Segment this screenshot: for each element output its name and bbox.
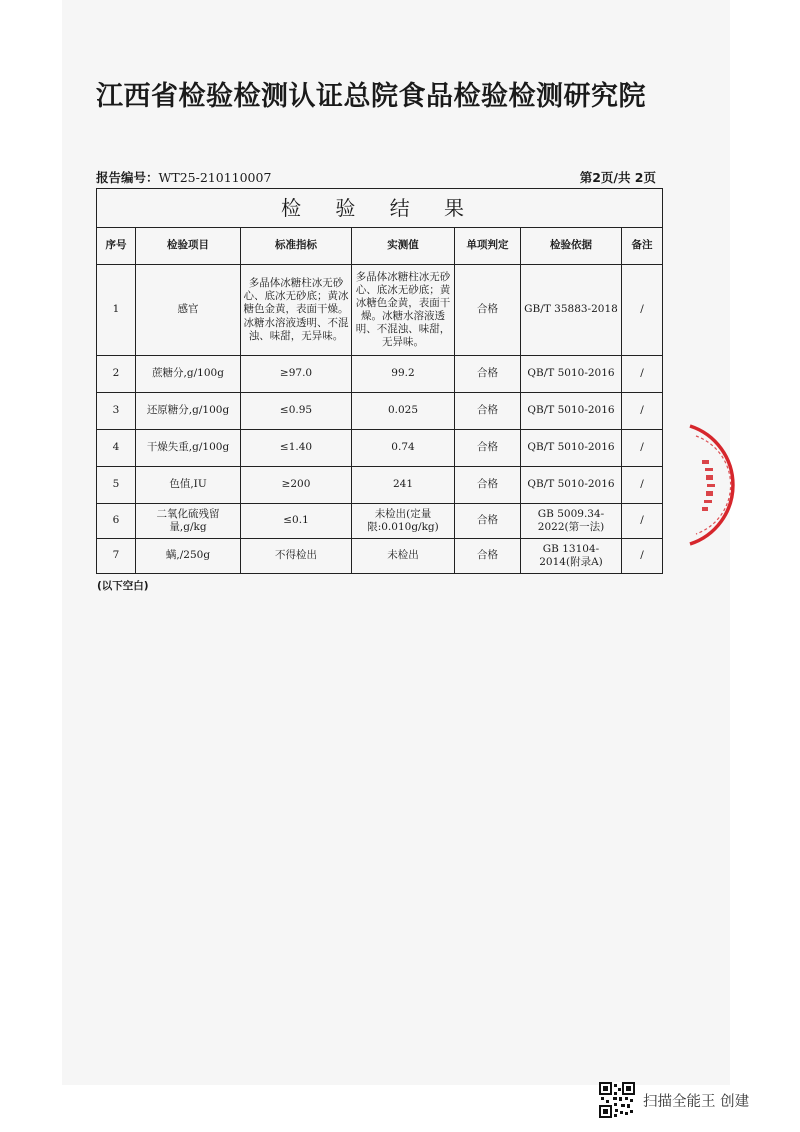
cell-measured: 0.025 — [352, 393, 455, 430]
report-number-value: WT25-210110007 — [158, 170, 272, 185]
cell-remark: / — [622, 539, 663, 574]
header-no: 序号 — [97, 228, 136, 265]
header-method: 检验依据 — [521, 228, 622, 265]
cell-item: 螨,/250g — [136, 539, 241, 574]
cell-no: 6 — [97, 504, 136, 539]
cell-measured: 未检出(定量限:0.010g/kg) — [352, 504, 455, 539]
cell-no: 1 — [97, 265, 136, 356]
cell-remark: / — [622, 504, 663, 539]
cell-remark: / — [622, 393, 663, 430]
qr-code-icon — [599, 1082, 635, 1118]
cell-method: QB/T 5010-2016 — [521, 356, 622, 393]
table-row — [97, 265, 663, 356]
table-title-row — [97, 189, 663, 228]
cell-item: 感官 — [136, 265, 241, 356]
cell-remark: / — [622, 265, 663, 356]
cell-verdict: 合格 — [455, 467, 521, 504]
cell-measured: 241 — [352, 467, 455, 504]
cell-verdict: 合格 — [455, 430, 521, 467]
cell-remark: / — [622, 467, 663, 504]
cell-standard: 不得检出 — [241, 539, 352, 574]
blank-below-note: (以下空白) — [97, 580, 149, 592]
page-indicator: 第2页/共 2页 — [579, 170, 656, 185]
cell-measured: 未检出 — [352, 539, 455, 574]
report-number-label: 报告编号： — [96, 170, 159, 185]
cell-item: 色值,IU — [136, 467, 241, 504]
header-standard: 标准指标 — [241, 228, 352, 265]
cell-standard: ≥200 — [241, 467, 352, 504]
cell-item: 蔗糖分,g/100g — [136, 356, 241, 393]
cell-item: 二氧化硫残留量,g/kg — [136, 504, 241, 539]
cell-measured: 99.2 — [352, 356, 455, 393]
cell-verdict: 合格 — [455, 356, 521, 393]
cell-no: 2 — [97, 356, 136, 393]
table-row — [97, 356, 663, 393]
header-measured: 实测值 — [352, 228, 455, 265]
cell-measured: 多晶体冰糖柱冰无砂心、底冰无砂底；黄冰糖色金黄，表面干燥。冰糖水溶液透明、不混浊、味甜，无异味。 — [352, 265, 455, 356]
cell-no: 3 — [97, 393, 136, 430]
cell-verdict: 合格 — [455, 504, 521, 539]
table-title: 检 验 结 果 — [97, 189, 663, 228]
cell-verdict: 合格 — [455, 393, 521, 430]
institute-title: 江西省检验检测认证总院食品检验检测研究院 — [96, 81, 646, 112]
table-header-row — [97, 228, 663, 265]
table-row — [97, 539, 663, 574]
results-table — [96, 188, 663, 574]
cell-standard: 多晶体冰糖柱冰无砂心、底冰无砂底；黄冰糖色金黄，表面干燥。冰糖水溶液透明、不混浊、味甜，无异味。 — [241, 265, 352, 356]
table-row — [97, 504, 663, 539]
cell-method: GB 13104-2014(附录A) — [521, 539, 622, 574]
scanner-brand-label: 扫描全能王 创建 — [643, 1094, 750, 1110]
cell-remark: / — [622, 430, 663, 467]
cell-measured: 0.74 — [352, 430, 455, 467]
cell-method: QB/T 5010-2016 — [521, 430, 622, 467]
cell-no: 7 — [97, 539, 136, 574]
cell-verdict: 合格 — [455, 539, 521, 574]
report-number-line — [96, 168, 271, 186]
cell-no: 4 — [97, 430, 136, 467]
cell-standard: ≤0.1 — [241, 504, 352, 539]
cell-standard: ≤1.40 — [241, 430, 352, 467]
cell-remark: / — [622, 356, 663, 393]
table-row — [97, 430, 663, 467]
cell-standard: ≥97.0 — [241, 356, 352, 393]
cell-verdict: 合格 — [455, 265, 521, 356]
cell-standard: ≤0.95 — [241, 393, 352, 430]
inspection-seal-icon — [688, 422, 748, 548]
cell-item: 干燥失重,g/100g — [136, 430, 241, 467]
cell-method: QB/T 5010-2016 — [521, 393, 622, 430]
header-remark: 备注 — [622, 228, 663, 265]
header-item: 检验项目 — [136, 228, 241, 265]
cell-no: 5 — [97, 467, 136, 504]
table-row — [97, 393, 663, 430]
cell-item: 还原糖分,g/100g — [136, 393, 241, 430]
cell-method: QB/T 5010-2016 — [521, 467, 622, 504]
cell-method: GB 5009.34-2022(第一法) — [521, 504, 622, 539]
header-verdict: 单项判定 — [455, 228, 521, 265]
cell-method: GB/T 35883-2018 — [521, 265, 622, 356]
table-row — [97, 467, 663, 504]
